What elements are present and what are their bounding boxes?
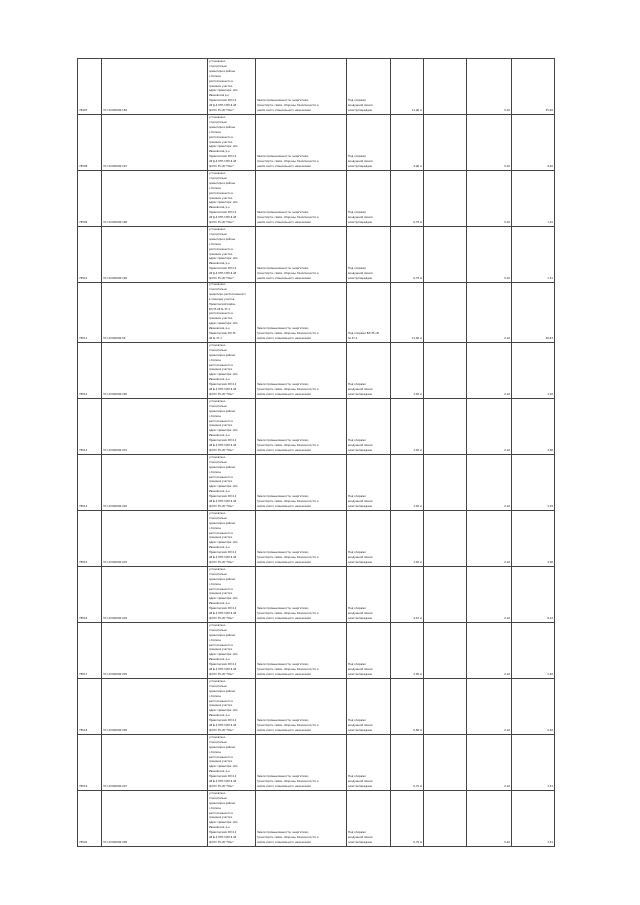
location-description-cell: установлено относительно ориентира в районе с.Колкин, расположенного в границах участка. адрес ориентира: обл. Ивановская, р-н Приволжский, ВЛ 0.4 кВ ф.4 КТП-3 ВЛ-6 кВ ф4 ПС 35 кВ "Плес": [208, 678, 256, 734]
land-category-cell: Земли промышленности, энергетики, транспорта, связи, обороны, безопасности и земли иного специального назначения: [256, 790, 347, 846]
spreadsheet-page: [77, 58, 554, 844]
area-cell: 1,40 м: [391, 398, 424, 454]
location-description-cell: установлено относительно ориентира в районе с.Колкин, расположенного в границах участка. адрес ориентира: обл. Ивановская, р-н Приволжский, ВЛ 0.4 кВ ф.4 КТП-3 ВЛ-6 кВ ф4 ПС 35 кВ "Плес": [208, 454, 256, 510]
table-row: [78, 398, 555, 454]
amount-cell: 1,51: [512, 227, 555, 283]
area-cell: 11,00 м: [391, 283, 424, 343]
rate-cell: 0,10: [467, 283, 512, 343]
area-cell: 0,70 м: [391, 734, 424, 790]
rate-cell: 0,10: [467, 566, 512, 622]
empty-cell: [424, 227, 467, 283]
amount-cell: 0,62: [512, 678, 555, 734]
record-number-cell: 78512: [78, 342, 102, 398]
permitted-use-cell: Под опорами воздушной линии электропередачи: [347, 790, 391, 846]
record-number-cell: 78518: [78, 678, 102, 734]
land-category-cell: Земли промышленности, энергетики, транспорта, связи, обороны, безопасности и земли иного специального назначения: [256, 115, 347, 171]
area-cell: 2,90 м: [391, 622, 424, 678]
cadastral-number-cell: 37:10:000000:59: [102, 283, 208, 343]
rate-cell: 0,10: [467, 678, 512, 734]
permitted-use-cell: Под опорами воздушной линии электропередачи: [347, 510, 391, 566]
amount-cell: 5,46: [512, 622, 555, 678]
permitted-use-cell: Под опорами воздушной линии электропередачи: [347, 115, 391, 171]
area-cell: 11,00 м: [391, 59, 424, 115]
empty-cell: [424, 342, 467, 398]
cadastral-number-cell: 37:10:000000:184: [102, 59, 208, 115]
record-number-cell: 78511: [78, 283, 102, 343]
table-body: [78, 59, 555, 847]
area-cell: 0,70 м: [391, 790, 424, 846]
land-category-cell: Земли промышленности, энергетики, транспорта, связи, обороны, безопасности и земли иного специального назначения: [256, 454, 347, 510]
permitted-use-cell: Под опорами воздушной линии электропередачи: [347, 227, 391, 283]
cadastral-number-cell: 37:10:000000:205: [102, 622, 208, 678]
amount-cell: 1,91: [512, 171, 555, 227]
amount-cell: 26,83: [512, 283, 555, 343]
rate-cell: 0,10: [467, 398, 512, 454]
cadastral-number-cell: 37:10:000000:199: [102, 227, 208, 283]
location-description-cell: установлено относительно ориентира в районе с.Колкин, расположенного в границах участка. адрес ориентира: обл. Ивановская, р-н Приволжский, ВЛ 0.4 кВ ф.4 КТП-3 ВЛ-6 кВ ф4 ПС 35 кВ "Плес": [208, 115, 256, 171]
cadastral-number-cell: 37:10:000000:203: [102, 510, 208, 566]
rate-cell: 0,10: [467, 59, 512, 115]
record-number-cell: 78508: [78, 115, 102, 171]
land-category-cell: Земли промышленности, энергетики, транспорта, связи, обороны, безопасности и земли иного специального назначения: [256, 510, 347, 566]
empty-cell: [424, 678, 467, 734]
record-number-cell: 78509: [78, 171, 102, 227]
land-category-cell: Земли промышленности, энергетики, транспорта, связи, обороны, безопасности и земли иного специального назначения: [256, 678, 347, 734]
record-number-cell: 78519: [78, 734, 102, 790]
rate-cell: 0,10: [467, 790, 512, 846]
area-cell: 1,40 м: [391, 454, 424, 510]
permitted-use-cell: Под опорами ВЛ 35 кВ № 37-1: [347, 283, 391, 343]
location-description-cell: установлено относительно ориентира в районе с.Колкин, расположенного в границах участка. адрес ориентира: обл. Ивановская, р-н Приволжский, ВЛ 0.4 кВ ф.4 КТП-3 ВЛ-6 кВ ф4 ПС 35 кВ "Плес": [208, 171, 256, 227]
permitted-use-cell: Под опорами воздушной линии электропередачи: [347, 171, 391, 227]
area-cell: 0,70 м: [391, 227, 424, 283]
empty-cell: [424, 115, 467, 171]
table-row: [78, 59, 555, 115]
amount-cell: 25,46: [512, 59, 555, 115]
rate-cell: 0,10: [467, 171, 512, 227]
record-number-cell: 78517: [78, 622, 102, 678]
empty-cell: [424, 622, 467, 678]
empty-cell: [424, 510, 467, 566]
area-cell: 0,80 м: [391, 678, 424, 734]
cadastral-number-cell: 37:10:000000:197: [102, 115, 208, 171]
record-number-cell: 78516: [78, 566, 102, 622]
land-category-cell: Земли промышленности, энергетики, транспорта, связи, обороны, безопасности и земли иного специального назначения: [256, 227, 347, 283]
land-category-cell: Земли промышленности, энергетики, транспорта, связи, обороны, безопасности и земли иного специального назначения: [256, 734, 347, 790]
empty-cell: [424, 171, 467, 227]
location-description-cell: установлено относительно ориентира в районе с.Колкин, расположенного в границах участка. адрес ориентира: обл. Ивановская, р-н Приволжский, ВЛ 0.4 кВ ф.4 КТП-3 ВЛ-6 кВ ф4 ПС 35 кВ "Плес": [208, 510, 256, 566]
land-category-cell: Земли промышленности, энергетики, транспорта, связи, обороны, безопасности и земли иного специального назначения: [256, 622, 347, 678]
empty-cell: [424, 59, 467, 115]
permitted-use-cell: Под опорами воздушной линии электропередачи: [347, 59, 391, 115]
permitted-use-cell: Под опорами воздушной линии электропередачи: [347, 622, 391, 678]
cadastral-number-cell: 37:10:000000:206: [102, 678, 208, 734]
location-description-cell: установлено относительно ориентира в районе с.Колкин, расположенного в границах участка. адрес ориентира: обл. Ивановская, р-н Приволжский, ВЛ 0.4 кВ ф.4 КТП-3 ВЛ-6 кВ ф4 ПС 35 кВ "Плес": [208, 566, 256, 622]
location-description-cell: установлено относительно ориентира в районе с.Колкин, расположенного в границах участка. адрес ориентира: обл. Ивановская, р-н Приволжский, ВЛ 0.4 кВ ф.4 КТП-3 ВЛ-6 кВ ф4 ПС 35 кВ "Плес": [208, 622, 256, 678]
rate-cell: 0,10: [467, 227, 512, 283]
amount-cell: 9,40: [512, 115, 555, 171]
area-cell: 1,40 м: [391, 510, 424, 566]
permitted-use-cell: Под опорами воздушной линии электропередачи: [347, 454, 391, 510]
location-description-cell: установлено относительно ориентира в районе с.Колкин, расположенного в границах участка. адрес ориентира: обл. Ивановская, р-н Приволжский, ВЛ 0.4 кВ ф.4 КТП-3 ВЛ-6 кВ ф4 ПС 35 кВ "Плес": [208, 398, 256, 454]
cadastral-number-cell: 37:10:000000:201: [102, 398, 208, 454]
record-number-cell: 78497: [78, 59, 102, 115]
cadastral-number-cell: 37:10:000000:207: [102, 734, 208, 790]
record-number-cell: 78514: [78, 454, 102, 510]
empty-cell: [424, 454, 467, 510]
empty-cell: [424, 398, 467, 454]
permitted-use-cell: Под опорами воздушной линии электропередачи: [347, 678, 391, 734]
area-cell: 1,40 м: [391, 342, 424, 398]
table-row: [78, 678, 555, 734]
table-row: [78, 510, 555, 566]
land-category-cell: Земли промышленности, энергетики, транспорта, связи, обороны, безопасности и земли иного специального назначения: [256, 398, 347, 454]
record-number-cell: 78510: [78, 227, 102, 283]
empty-cell: [424, 734, 467, 790]
land-category-cell: Земли промышленности, энергетики, транспорта, связи, обороны, безопасности и земли иного специального назначения: [256, 342, 347, 398]
land-plots-table: [77, 58, 555, 847]
rate-cell: 0,10: [467, 510, 512, 566]
permitted-use-cell: Под опорами воздушной линии электропередачи: [347, 566, 391, 622]
cadastral-number-cell: 37:10:000000:200: [102, 342, 208, 398]
table-row: [78, 454, 555, 510]
record-number-cell: 78515: [78, 510, 102, 566]
table-row: [78, 622, 555, 678]
amount-cell: 3,02: [512, 342, 555, 398]
location-description-cell: установлено относительно ориентира в районе с.Колкин, расположенного в границах участка. адрес ориентира: обл. Ивановская, р-н Приволжский, ВЛ 0.4 кВ ф.4 КТП-3 ВЛ-6 кВ ф4 ПС 35 кВ "Плес": [208, 790, 256, 846]
record-number-cell: 78513: [78, 398, 102, 454]
amount-cell: 8,24: [512, 566, 555, 622]
rate-cell: 0,10: [467, 454, 512, 510]
table-row: [78, 227, 555, 283]
empty-cell: [424, 790, 467, 846]
table-row: [78, 342, 555, 398]
permitted-use-cell: Под опорами воздушной линии электропередачи: [347, 342, 391, 398]
table-row: [78, 566, 555, 622]
land-category-cell: Земли промышленности, энергетики, транспорта, связи, обороны, безопасности и земли иного специального назначения: [256, 171, 347, 227]
land-category-cell: Земли промышленности, энергетики, транспорта, связи, обороны, безопасности и земли иного специального назначения: [256, 59, 347, 115]
permitted-use-cell: Под опорами воздушной линии электропередачи: [347, 398, 391, 454]
record-number-cell: 78520: [78, 790, 102, 846]
amount-cell: 1,51: [512, 734, 555, 790]
cadastral-number-cell: 37:10:000000:204: [102, 566, 208, 622]
location-description-cell: установлено относительно ориентира, расположенного в границах участка. Приволжский район, ВЛ 35 кВ № 37-1 расположенного в границах участка. адрес ориентира: обл. Ивановская, р-н Приволжский, ВЛ 35 кВ № 37-1: [208, 283, 256, 343]
table-row: [78, 115, 555, 171]
amount-cell: 3,06: [512, 510, 555, 566]
location-description-cell: установлено относительно ориентира в районе с.Колкин, расположенного в границах участка. адрес ориентира: обл. Ивановская, р-н Приволжский, ВЛ 0.4 кВ ф.4 КТП-3 ВЛ-6 кВ ф4 ПС 35 кВ "Плес": [208, 342, 256, 398]
table-row: [78, 171, 555, 227]
rate-cell: 0,10: [467, 115, 512, 171]
table-row: [78, 790, 555, 846]
table-row: [78, 283, 555, 343]
permitted-use-cell: Под опорами воздушной линии электропередачи: [347, 734, 391, 790]
area-cell: 0,70 м: [391, 171, 424, 227]
location-description-cell: установлено относительно ориентира в районе с.Колкин, расположенного в границах участка. адрес ориентира: обл. Ивановская, р-н Приволжский, ВЛ 0.4 кВ ф.4 КТП-3 ВЛ-6 кВ ф4 ПС 35 кВ "Плес": [208, 227, 256, 283]
location-description-cell: установлено относительно ориентира в районе с.Колкин, расположенного в границах участка. адрес ориентира: обл. Ивановская р-н Приволжский, ВЛ 0.4 кВ ф.4 КТП-3 ВЛ-6 кВ ф4 ПС 35 кВ "Плес": [208, 59, 256, 115]
empty-cell: [424, 566, 467, 622]
location-description-cell: установлено относительно ориентира в районе с.Колкин, расположенного в границах участка. адрес ориентира: обл. Ивановская, р-н Приволжский, ВЛ 0.4 кВ ф.4 КТП-3 ВЛ-6 кВ ф4 ПС 35 кВ "Плес": [208, 734, 256, 790]
rate-cell: 0,10: [467, 342, 512, 398]
table-row: [78, 734, 555, 790]
amount-cell: 3,29: [512, 454, 555, 510]
cadastral-number-cell: 37:10:000000:198: [102, 171, 208, 227]
cadastral-number-cell: 37:10:000000:208: [102, 790, 208, 846]
area-cell: 4,00 м: [391, 115, 424, 171]
area-cell: 4,10 м: [391, 566, 424, 622]
cadastral-number-cell: 37:10:000000:202: [102, 454, 208, 510]
land-category-cell: Земли промышленности, энергетики, транспорта, связи, обороны, безопасности и земли иного специального назначения: [256, 566, 347, 622]
empty-cell: [424, 283, 467, 343]
land-category-cell: Земли промышленности, энергетики, транспорта, связи, обороны, безопасности и земли иного специального назначения: [256, 283, 347, 343]
amount-cell: 3,66: [512, 398, 555, 454]
amount-cell: 1,51: [512, 790, 555, 846]
rate-cell: 0,10: [467, 734, 512, 790]
rate-cell: 0,10: [467, 622, 512, 678]
